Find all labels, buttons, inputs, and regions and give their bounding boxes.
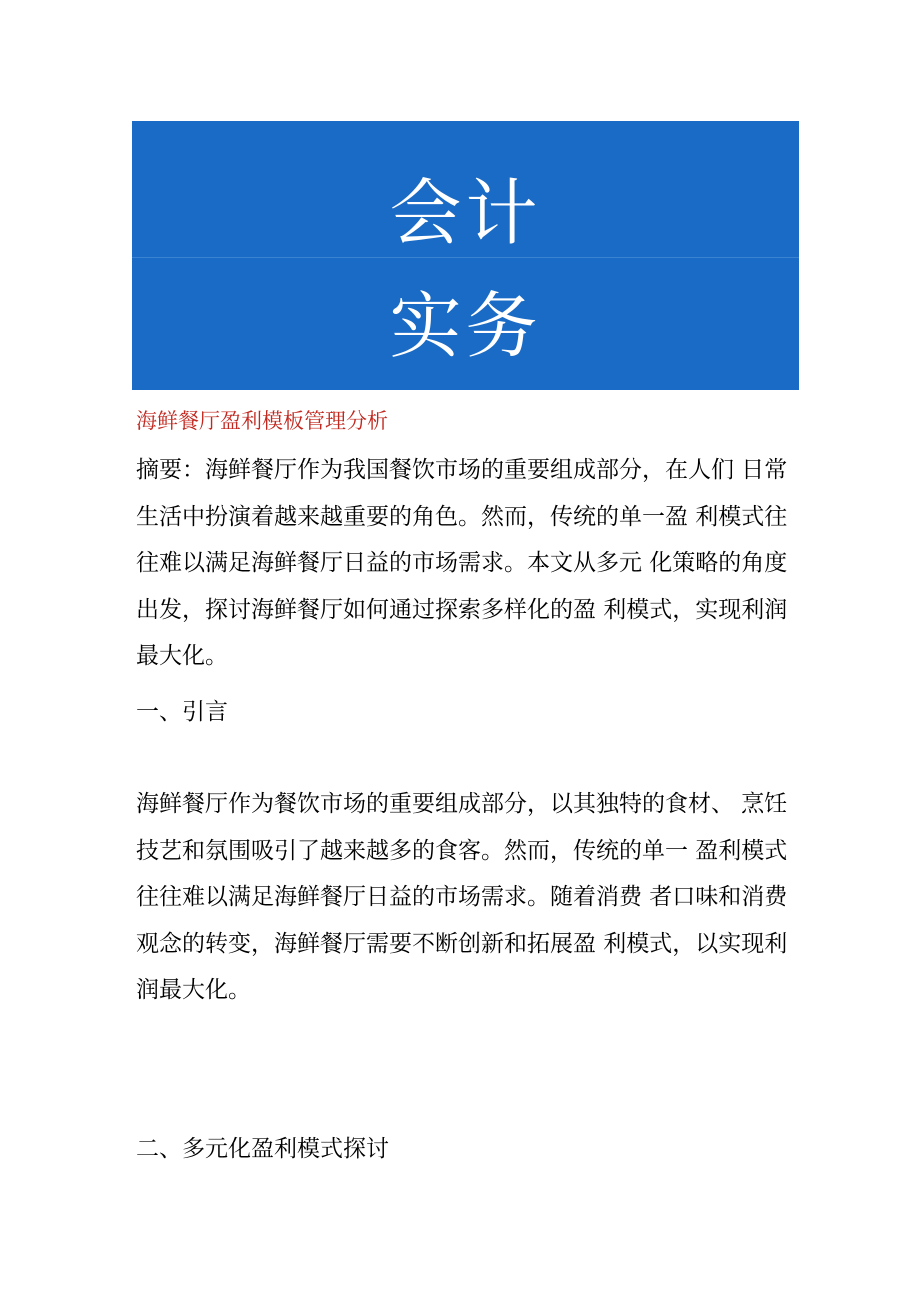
banner-title-line-1: 会计 xyxy=(389,171,542,255)
banner-divider xyxy=(132,257,799,258)
section-heading-introduction: 一、引言 xyxy=(136,699,228,725)
abstract-line: 生活中扮演着越来越重要的角色。然而，传统的单一盈 利模式往 xyxy=(136,503,788,530)
introduction-paragraph xyxy=(136,781,800,1014)
section-heading-diversified-models: 二、多元化盈利模式探讨 xyxy=(136,1136,389,1162)
document-title: 海鲜餐厅盈利模板管理分析 xyxy=(136,409,388,433)
paragraph-line: 技艺和氛围吸引了越来越多的食客。然而，传统的单一 盈利模式 xyxy=(136,837,788,864)
abstract-line: 摘要：海鲜餐厅作为我国餐饮市场的重要组成部分，在人们 日常 xyxy=(136,457,788,483)
paragraph-line: 海鲜餐厅作为餐饮市场的重要组成部分，以其独特的食材、 烹饪 xyxy=(136,791,788,817)
paragraph-line: 润最大化。 xyxy=(136,977,251,1003)
banner-title-line-2: 实务 xyxy=(389,284,542,368)
abstract-paragraph xyxy=(136,447,800,680)
abstract-line: 最大化。 xyxy=(136,643,228,669)
abstract-line: 出发，探讨海鲜餐厅如何通过探索多样化的盈 利模式，实现利润 xyxy=(136,596,788,623)
paragraph-line: 往往难以满足海鲜餐厅日益的市场需求。随着消费 者口味和消费 xyxy=(136,884,788,910)
paragraph-line: 观念的转变，海鲜餐厅需要不断创新和拓展盈 利模式，以实现利 xyxy=(136,930,788,957)
abstract-line: 往难以满足海鲜餐厅日益的市场需求。本文从多元 化策略的角度 xyxy=(136,550,788,576)
